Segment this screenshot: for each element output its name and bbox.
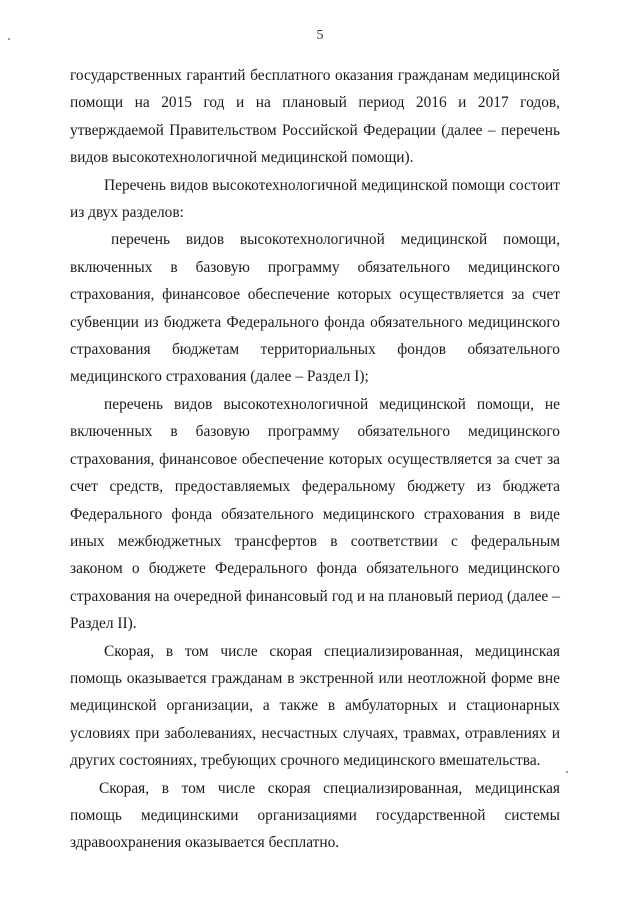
paragraph-continuation: государственных гарантий бесплатного оказания гражданам медицинской помощи на 2015 год и на плановый период 2016 и 2017 годов, утверждаемой Правительством Российской Федерации (далее – перечень видов высокотехнологичной медицинской помощи). [70,67,560,167]
document-body [70,62,560,857]
paragraph-sections-intro: Перечень видов высокотехнологичной медицинской помощи состоит из двух разделов: [70,176,560,222]
scan-artifact [566,771,568,773]
paragraph-section-1: перечень видов высокотехнологичной медицинской помощи, включенных в базовую программу обязательного медицинского страхования, финансовое обеспечение которых осуществляется за счет субвенции из бюджета Федерального фонда обязательного медицинского страхования бюджетам территориальных фондов обязательного медицинского страхования (далее – Раздел I); [70,231,560,386]
paragraph-emergency-care: Скорая, в том числе скорая специализированная, медицинская помощь оказывается гражданам в экстренной или неотложной форме вне медицинской организации, а также в амбулаторных и стационарных условиях при заболеваниях, несчастных случаях, травмах, отравлениях и других состояниях, требующих срочного медицинского вмешательства. [70,642,560,770]
paragraph-section-2: перечень видов высокотехнологичной медицинской помощи, не включенных в базовую программу обязательного медицинского страхования, финансовое обеспечение которых осуществляется за счет за счет средств, предоставляемых федеральному бюджету из бюджета Федерального фонда обязательного медицинского страхования в виде иных межбюджетных трансфертов в соответствии с федеральным законом о бюджете Федерального фонда обязательного медицинского страхования на очередной финансовый год и на плановый период (далее – Раздел II). [70,395,560,633]
page-number: 5 [316,28,324,43]
paragraph-emergency-free: Скорая, в том числе скорая специализированная, медицинская помощь медицинскими организациями государственной системы здравоохранения оказывается бесплатно. [70,779,560,852]
